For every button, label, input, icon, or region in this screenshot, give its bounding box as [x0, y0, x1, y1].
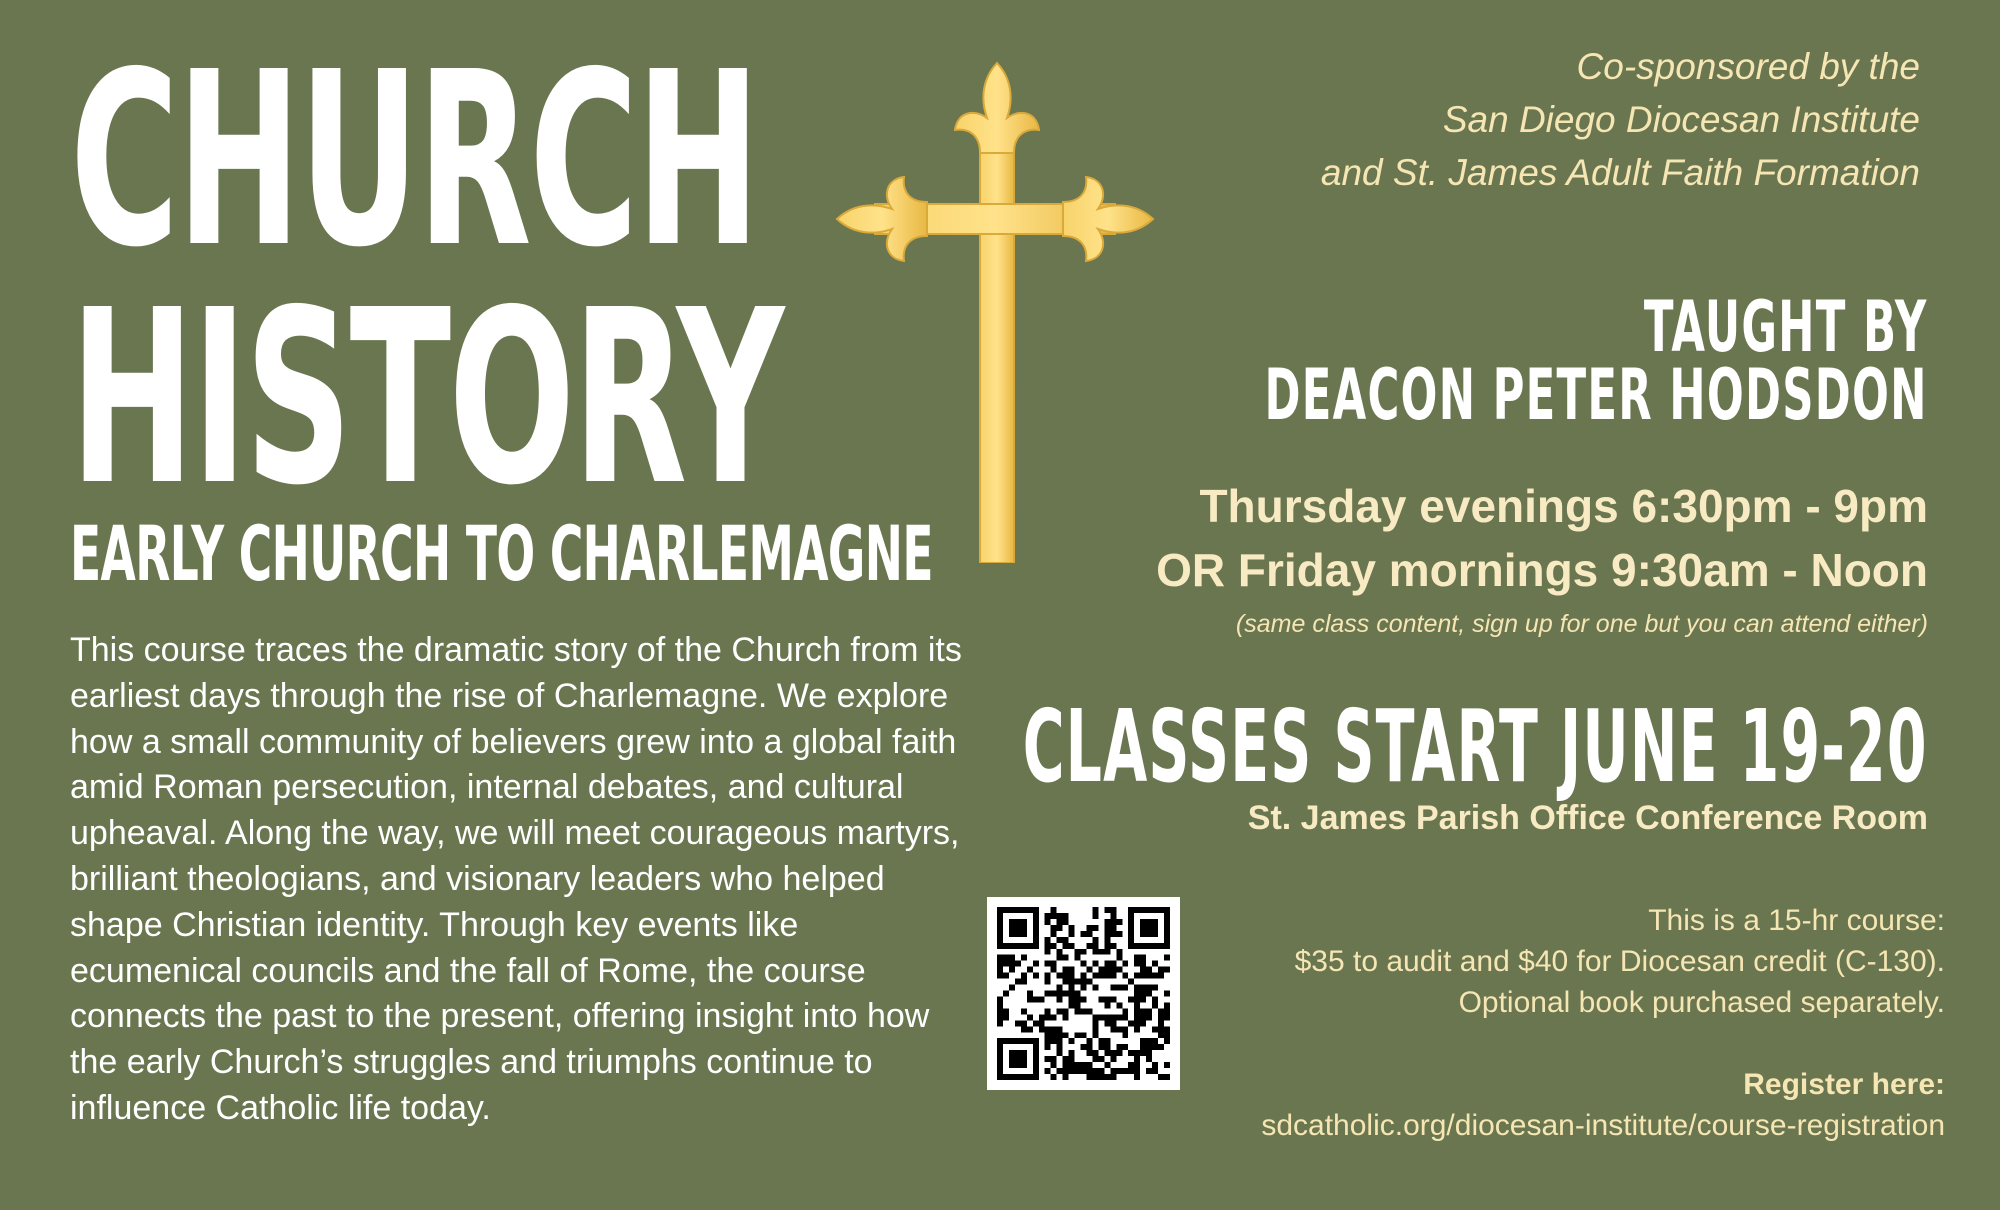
subtitle: EARLY CHURCH TO CHARLEMAGNE: [70, 509, 933, 598]
course-price: $35 to audit and $40 for Diocesan credit (C-130).: [1294, 945, 1945, 978]
course-description: This course traces the dramatic story of the Church from its earliest days through the rise of Charlemagne. We explore how a small community of believers grew into a global faith amid Roman persecution, internal debates, and cultural upheaval. Along the way, we will meet courageous martyrs, brilliant theologians, and visionary leaders who helped shape Christian identity. Through key events like ecumenical councils and the fall of Rome, the course connects the past to the present, offering insight into how the early Church’s struggles and triumphs continue to influence Catholic life today.: [70, 631, 962, 1127]
book-note: Optional book purchased separately.: [1458, 986, 1945, 1019]
taught-by-label: TAUGHT BY: [1644, 286, 1928, 368]
schedule-note: (same class content, sign up for one but you can attend either): [1235, 610, 1928, 638]
cosponsor-line: Co-sponsored by the: [1576, 46, 1920, 87]
schedule-friday: OR Friday mornings 9:30am - Noon: [1156, 544, 1928, 596]
schedule-thursday: Thursday evenings 6:30pm - 9pm: [1199, 480, 1928, 532]
cosponsor-line: and St. James Adult Faith Formation: [1320, 152, 1920, 193]
location: St. James Parish Office Conference Room: [1247, 799, 1928, 837]
cosponsor-line: San Diego Diocesan Institute: [1442, 99, 1920, 140]
register-link[interactable]: sdcatholic.org/diocesan-institute/course-registration: [1261, 1109, 1945, 1142]
cosponsor-block: [1321, 40, 1920, 199]
register-label: Register here:: [1743, 1068, 1945, 1101]
title-line-church: CHURCH: [70, 20, 758, 300]
start-date-headline: CLASSES START JUNE 19-20: [1023, 688, 1928, 805]
title-line-history: HISTORY: [70, 258, 782, 538]
instructor-name: DEACON PETER HODSDON: [1264, 354, 1928, 436]
course-hours: This is a 15-hr course:: [1648, 904, 1945, 937]
cross-icon: [835, 58, 1155, 563]
qr-code[interactable]: [987, 897, 1180, 1090]
